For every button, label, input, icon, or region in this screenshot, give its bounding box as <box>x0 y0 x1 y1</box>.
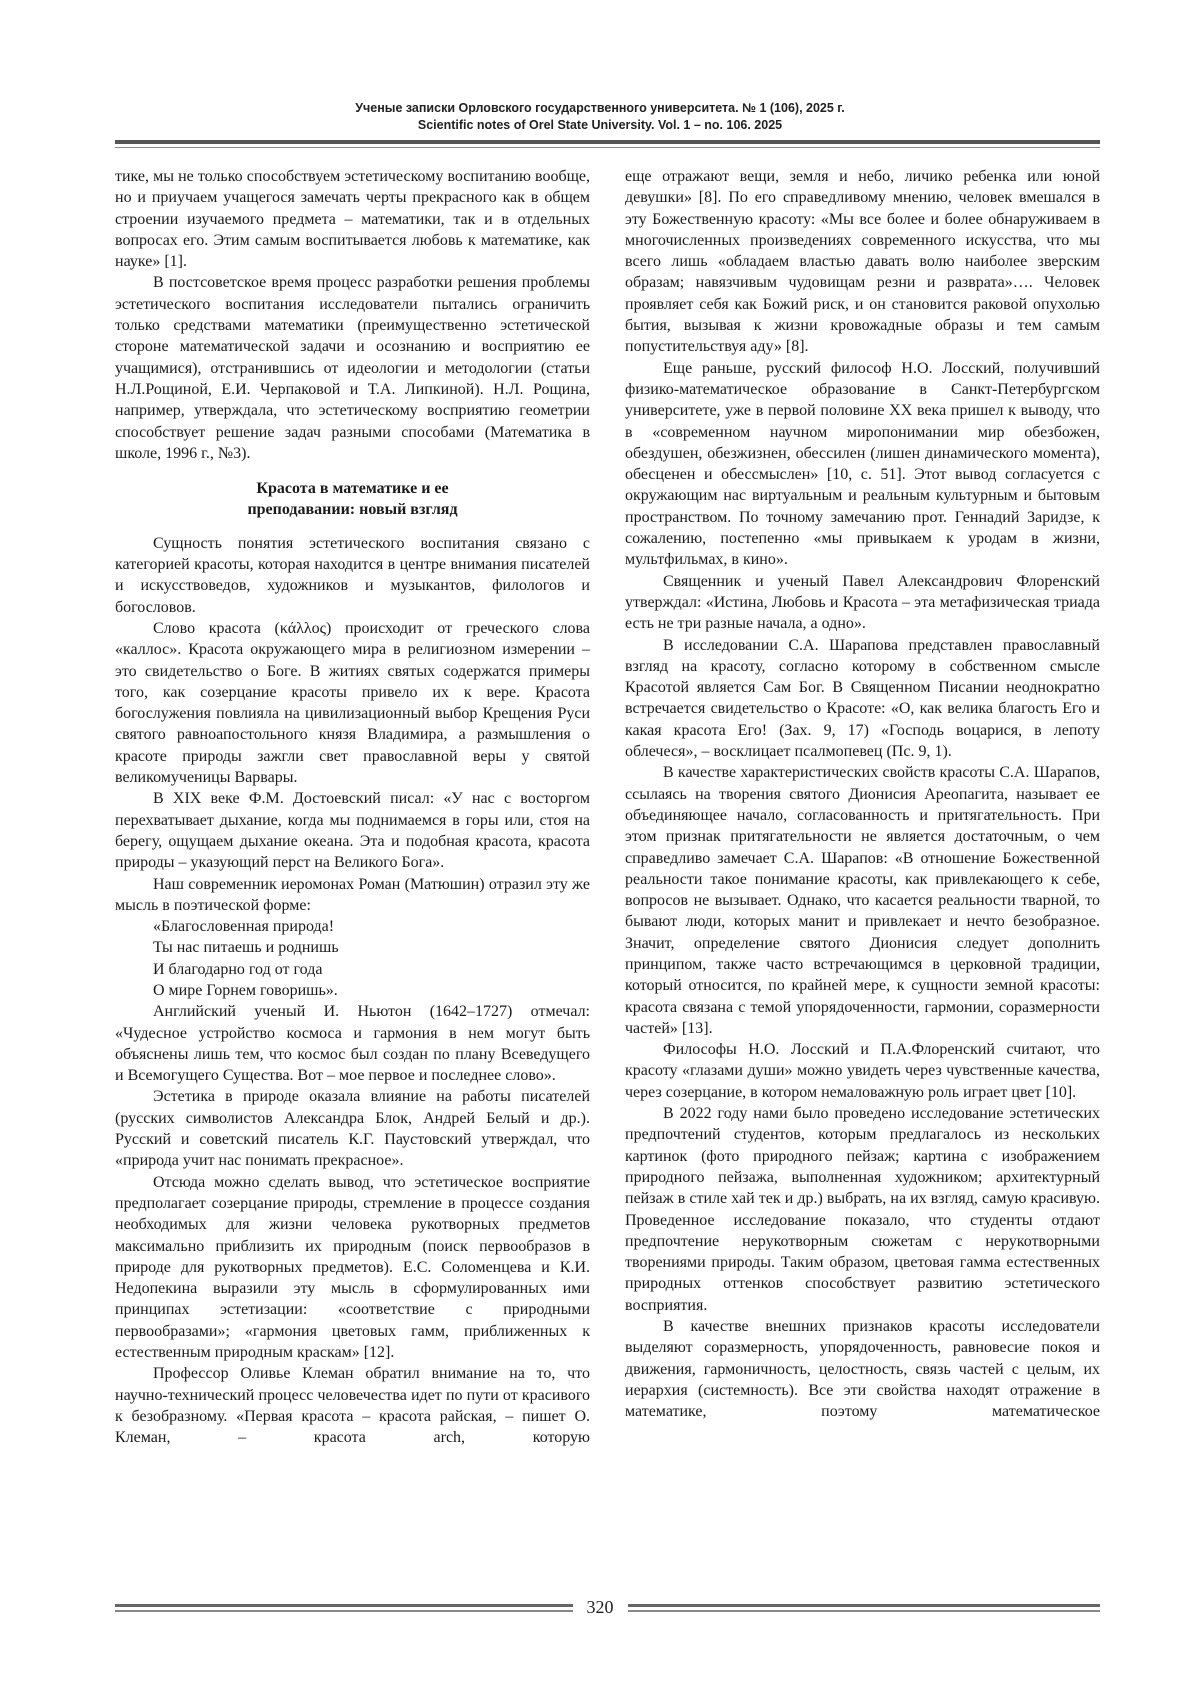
spacer <box>115 521 590 533</box>
paragraph: Слово красота (κάλλος) происходит от греческого слова «каллос». Красота окружающего мира в религиозном измерении – это свидетельство о Боге. В житиях святых содержатся примеры того, как созерцание красоты привело их к вере. Красота богослужения повлияла на цивилизационный выбор Крещения Руси святого равноапостольного князя Владимира, а размышления о красоте природы зажгли свет православной веры у святой великомученицы Варвары. <box>115 619 590 787</box>
paragraph: Профессор Оливье Клеман обратил внимание на то, что научно-технический процесс человечества идет по пути от красивого к безобразному. «Первая красота – красота райская, – пишет О. Клеман, – красота arch, которую <box>115 1365 590 1447</box>
page-number: 320 <box>586 1597 614 1617</box>
header-rule-thick <box>115 140 1100 144</box>
section-heading-line-2: преподавании: новый взгляд <box>247 501 458 519</box>
verse-line: О мире Горнем говоришь». <box>153 981 338 999</box>
spacer <box>115 464 590 478</box>
section-heading-line-1: Красота в математике и ее <box>256 480 449 498</box>
paragraph: В 2022 году нами было проведено исследование эстетических предпочтений студентов, которым предлагалось из нескольких картинок (фото природного пейзаж; картина с изображением природного пейзажа, выполненная художником; архитектурный пейзаж в стиле хай тек и др.) выбрать, на их взгляд, самую красивую. Проведенное исследование показало, что студенты отдают предпочтение нерукотворным сюжетам с нерукотворными творениями природы. Таким образом, цветовая гамма естественных природных оттенков способствует развитию эстетического восприятия. <box>625 1105 1100 1314</box>
paragraph: В качестве характеристических свойств красоты С.А. Шарапов, ссылаясь на творения святого Дионисия Ареопагита, называет ее объединяющее начало, согласованность и притягательность. При этом признак притягательности не является достаточным, о чем справедливо замечает С.А. Шарапов: «В отношение Божественной реальности такое понимание красоты, как привлекающего к себе, вопросов не вызывает. Однако, что касается реальности тварной, то бывают люди, которых манит и привлекает и нечто безобразное. Значит, определение святого Дионисия следует дополнить принципом, также часто встречающимся в церковной традиции, который относится, по крайней мере, к сущности земной красоты: красота связана с темой упорядоченности, гармонии, соразмерности частей» [13]. <box>625 764 1100 1037</box>
header-line-en: Scientific notes of Orel State University. Vol. 1 – no. 106. 2025 <box>417 118 783 132</box>
paragraph: В качестве внешних признаков красоты исследователи выделяют соразмерность, упорядоченность, равновесие покоя и движения, гармоничность, целостность, связь частей с целым, их иерархия (системность). Все эти свойства находят отражение в математике, поэтому математическое <box>625 1318 1100 1421</box>
header-line-ru: Ученые записки Орловского государственного университета. № 1 (106), 2025 г. <box>355 101 845 115</box>
paragraph: Наш современник иеромонах Роман (Матюшин) отразил эту же мысль в поэтической форме: <box>115 875 590 914</box>
paragraph: Эстетика в природе оказала влияние на работы писателей (русских символистов Александра Блок, Андрей Белый и др.). Русский и советский писатель К.Г. Паустовский утверждал, что «природа учит нас понимать прекрасное». <box>115 1088 590 1170</box>
paragraph: Еще раньше, русский философ Н.О. Лосский, получивший физико-математическое образование в Санкт-Петербургском университете, уже в первой половине XX века пришел к выводу, что в «современном научном миропонимании мир обезбожен, обездушен, обезжизнен, обессилен (лишен динамического момента), обесценен и обессмыслен» [10, с. 51]. Этот вывод согласуется с окружающим нас виртуальным и реальным культурным и бытовым пространством. По точному замечанию прот. Геннадий Заридзе, к сожалению, постепенно «мы привыкаем к уродам в жизни, мультфильмах, в кино». <box>625 359 1100 569</box>
paragraph: Священник и ученый Павел Александрович Флоренский утверждал: «Истина, Любовь и Красота – эта метафизическая триада есть не три разные начала, а одно». <box>625 572 1100 633</box>
paragraph: В исследовании С.А. Шарапова представлен православный взгляд на красоту, согласно которому в собственном смысле Красотой является Сам Бог. В Священном Писании неоднократно встречается свидетельство о Красоте: «О, как велика благость Его и какая красота Его! (Зах. 9, 17) «Господь воцарися, в лепоту облечеся», – восклицает псалмопевец (Пс. 9, 1). <box>625 636 1100 761</box>
paragraph: В XIX веке Ф.М. Достоевский писал: «У нас с восторгом перехватывает дыхание, когда мы поднимаемся в горы или, стоя на берегу, ощущаем дыхание океана. Эта и подобная красота, красота природы – указующий перст на Великого Бога». <box>115 790 590 872</box>
paragraph: Философы Н.О. Лосский и П.А.Флоренский считают, что красоту «глазами души» можно увидеть через чувственные качества, через созерцание, в котором немаловажную роль играет цвет [10]. <box>625 1041 1100 1101</box>
right-column <box>625 166 1100 1423</box>
paragraph: Сущность понятия эстетического воспитания связано с категорией красоты, которая находится в центре внимания писателей и искусствоведов, художников и музыкантов, филологов и богословов. <box>115 534 590 616</box>
left-column <box>115 166 590 1449</box>
paragraph: Отсюда можно сделать вывод, что эстетическое восприятие предполагает созерцание природы, стремление в процессе создания необходимых для жизни человека рукотворных предметов максимально приблизить их природным (поиск первообразов в природе для рукотворных предметов). Е.С. Соломенцева и К.И. Недопекина выразили эту мысль в сформулированных ими принципах эстетизации: «соответствие с природными первообразами»; «гармония цветовых гамм, приближенных к естественным природным краскам» [12]. <box>115 1173 590 1362</box>
paragraph: еще отражают вещи, земля и небо, личико ребенка или юной девушки» [8]. По его справедливому мнению, человек вмешался в эту Божественную красоту: «Мы все более и более обнаруживаем в многочисленных произведениях современного искусства, что мы всего лишь «обладаем властью давать волю наиболее зверским образам; навязчивым чудовищам резни и разврата»…. Человек проявляет себя как Божий риск, и он становится раковой опухолью бытия, вызывая к жизни кровожадные образы и тем самым попустительствуя аду» [8]. <box>625 168 1100 356</box>
paragraph: тике, мы не только способствуем эстетическому воспитанию вообще, но и приучаем учащегося замечать черты прекрасного как в общем строении изучаемого предмета – математики, так и в отдельных вопросах его. Этим самым воспитывается любовь к математике, как науке» [1]. <box>115 168 590 271</box>
paragraph: В постсоветское время процесс разработки решения проблемы эстетического воспитания исследователи пытались ограничить только средствами математики (преимущественно эстетической стороне математической задачи и осознанию и восприятию ее учащимися), отстранившись от идеологии и методологии (статьи Н.Л.Рощиной, Е.И. Черпаковой и Т.А. Липкиной). Н.Л. Рощина, например, утверждала, что эстетическому восприятию геометрии способствует решение задач разными способами (Математика в школе, 1996 г., №3). <box>115 274 590 462</box>
header-rule-thin <box>115 147 1100 148</box>
paragraph: Английский ученый И. Ньютон (1642–1727) отмечал: «Чудесное устройство космоса и гармония в нем могут быть объяснены лишь тем, что космос был создан по плану Всеведущего и Всемогущего Существа. Вот – мое первое и последнее слово». <box>115 1003 590 1085</box>
footer-rule-right-thin <box>628 1610 1100 1612</box>
verse-line: «Благословенная природа! <box>153 918 335 936</box>
footer-rule-right <box>628 1604 1100 1607</box>
verse-line: Ты нас питаешь и роднишь <box>153 939 339 957</box>
verse-line: И благодарно год от года <box>153 960 323 978</box>
